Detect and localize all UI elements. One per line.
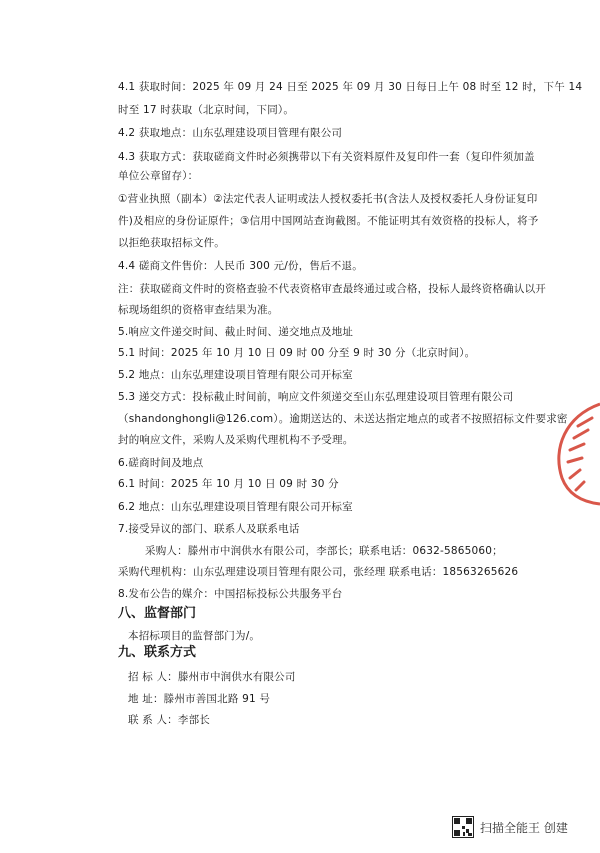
text-line-contact-person: 联 系 人：李部长 [128,714,210,726]
text-line-4-4: 4.4 磋商文件售价：人民币 300 元/份，售后不退。 [118,260,363,272]
text-line: 单位公章留存）： [118,170,199,182]
text-line: 时至 17 时获取（北京时间，下同）。 [118,104,295,116]
text-line-4-2: 4.2 获取地点：山东弘理建设项目管理有限公司 [118,127,343,139]
text-line: （shandonghongli@126.com）。逾期送达的、未送达指定地点的或者不按照招标文件要求密 [118,413,568,425]
text-line-6-1: 6.1 时间：2025 年 10 月 10 日 09 时 30 分 [118,478,339,490]
qr-code-icon [452,816,474,838]
text-line-5-1: 5.1 时间：2025 年 10 月 10 日 09 时 00 分至 9 时 30 分（北京时间）。 [118,347,476,359]
section-8-title: 8.发布公告的媒介：中国招标投标公共服务平台 [118,588,343,600]
text-line-tenderer: 招 标 人：滕州市中润供水有限公司 [128,671,296,683]
text-line-5-3: 5.3 递交方式：投标截止时间前，响应文件须递交至山东弘理建设项目管理有限公司 [118,391,514,403]
text-line: 标现场组织的资格审查结果为准。 [118,304,279,316]
section-7-title: 7.接受异议的部门、联系人及联系电话 [118,523,300,535]
seal-stamp-icon [548,398,600,508]
text-line-4-1: 4.1 获取时间：2025 年 09 月 24 日至 2025 年 09 月 30 日每日上午 08 时至 12 时，下午 14 [118,81,583,93]
section-heading-supervision: 八、监督部门 [118,606,197,621]
text-line: ①营业执照（副本）②法定代表人证明或法人授权委托书(含法人及授权委托人身份证复印 [118,193,538,205]
section-6-title: 6.磋商时间及地点 [118,457,204,469]
watermark-label: 扫描全能王 创建 [480,820,568,835]
text-line-address: 地 址：滕州市善国北路 91 号 [128,693,271,705]
text-line: 以拒绝获取招标文件。 [118,237,225,249]
text-line-5-2: 5.2 地点：山东弘理建设项目管理有限公司开标室 [118,369,353,381]
section-5-title: 5.响应文件递交时间、截止时间、递交地点及地址 [118,326,354,338]
text-line-agency: 采购代理机构：山东弘理建设项目管理有限公司，张经理 联系电话：18563265626 [118,566,519,578]
text-line-6-2: 6.2 地点：山东弘理建设项目管理有限公司开标室 [118,501,353,513]
text-line-note: 注：获取磋商文件时的资格查验不代表资格审查最终通过或合格，投标人最终资格确认以开 [118,283,546,295]
text-line-purchaser: 采购人：滕州市中润供水有限公司，李部长；联系电话：0632-5865060； [145,545,503,557]
section-heading-contact: 九、联系方式 [118,645,197,660]
text-line-supervision: 本招标项目的监督部门为/。 [128,630,261,642]
text-line-4-3: 4.3 获取方式：获取磋商文件时必须携带以下有关资料原件及复印件一套（复印件须加盖 [118,151,535,163]
text-line: 封的响应文件，采购人及采购代理机构不予受理。 [118,434,354,446]
scanner-watermark [452,815,568,839]
text-line: 件)及相应的身份证原件；③信用中国网站查询截图。不能证明其有效资格的投标人，将予 [118,215,539,227]
